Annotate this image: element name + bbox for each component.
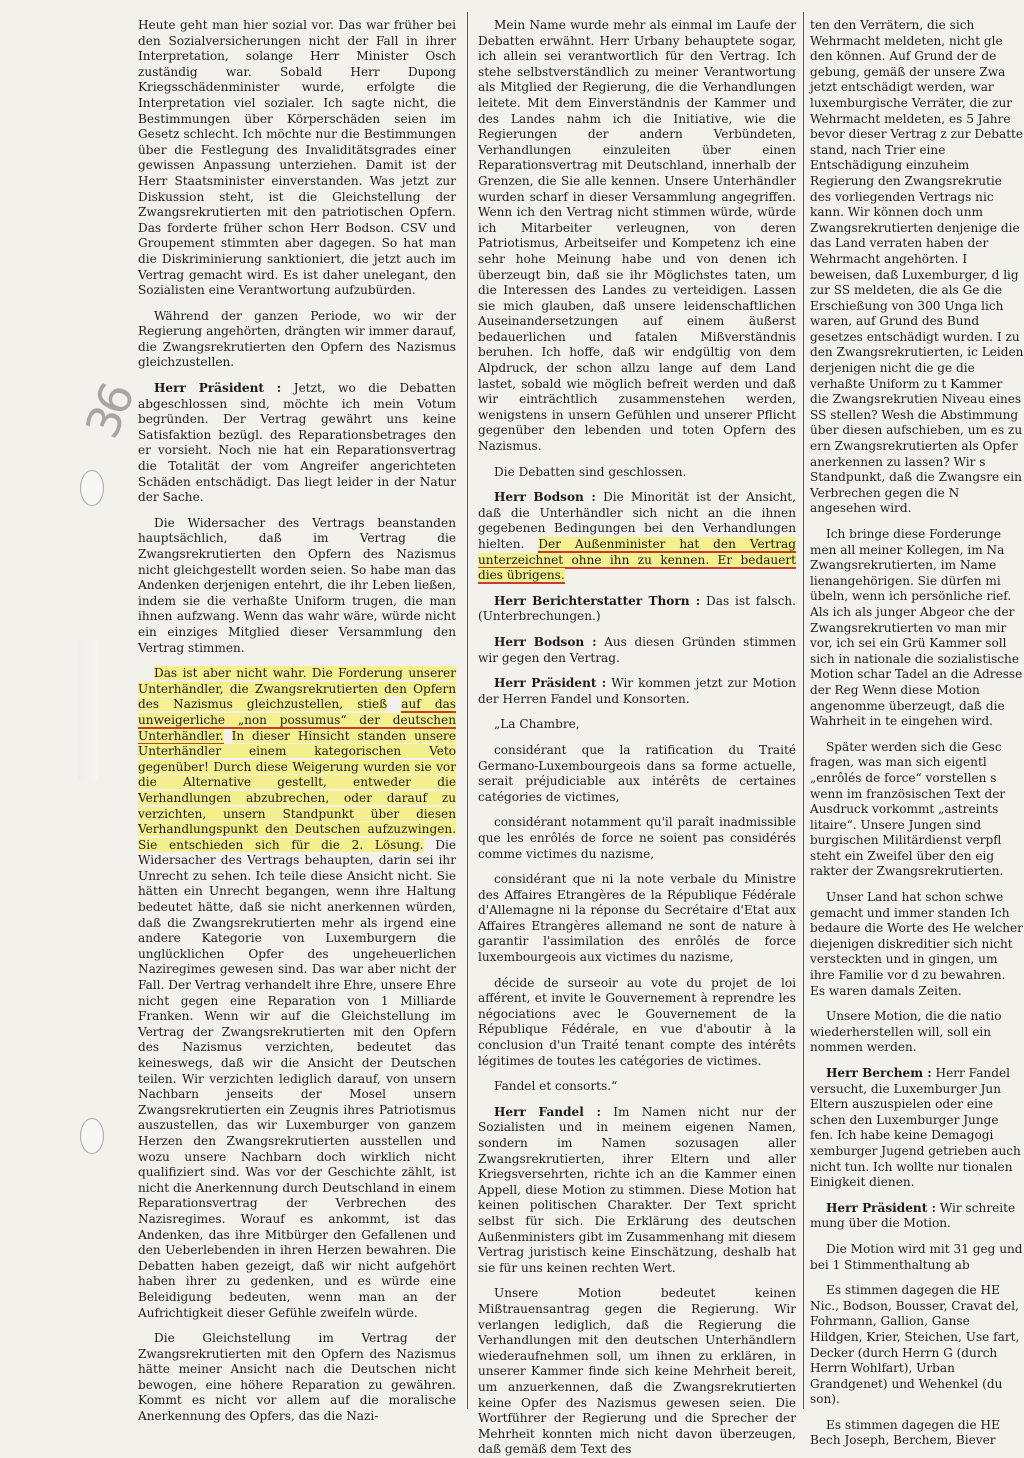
pencil-page-number: 36: [74, 378, 144, 446]
column-rule: [803, 12, 804, 1409]
speech-paragraph: [478, 1105, 796, 1277]
paragraph: Es stimmen dagegen die HE Bech Joseph, Berchem, Biever: [810, 1417, 1000, 1448]
speaker-name: Herr Bodson :: [494, 490, 596, 505]
speaker-name: Herr Präsident :: [494, 676, 607, 691]
paragraph: Die Widersacher des Vertrags beanstanden hauptsächlich, daß im Vertrag die Zwangsrekrutierten den Opfern des Nazismus nicht gleichgestellt worden seien. So habe man das Andenken derjenigen entehrt, die ihr Leben ließen, indem sie die verhaßte Uniform trugen, die man ihnen aufzwang. Wenn das wahr wäre, würde nicht ein einziges Mitglied dieser Versammlung den Vertrag stimmen.: [138, 515, 456, 655]
speech-paragraph: [138, 381, 456, 506]
motion-paragraph: considérant que la ratification du Traité Germano-Luxembourgeois dans sa forme actuelle, serait préjudiciable aux intérêts de certaines catégories de victimes,: [478, 742, 796, 804]
speech-text: Wir kommen jetzt zur Motion der Herren Fandel und Konsorten.: [478, 676, 796, 706]
motion-signature: Fandel et consorts.“: [494, 1079, 618, 1094]
speech-paragraph: [478, 676, 796, 707]
speech-paragraph: [478, 594, 796, 625]
paragraph: Ich bringe diese Forderunge men all meiner Kollegen, im Na Zwangsrekrutierten, im Name lienangehörigen. Sie dürfen mi übeln, wenn ich persönliche rief. Als ich als junger Abgeor che der Zwangsrekrutierten vo man mir vor, ich sei ein Grü Kammer soll sich in nationale die sozialistische Motion schar Tadel an die Adresse der Reg Wenn diese Motion angenomme überzeugt, daß die Wahrheit in te eingehen wird.: [810, 527, 1023, 729]
column-rule: [467, 12, 468, 1409]
paragraph: Die Gleichstellung im Vertrag der Zwangsrekrutierten mit den Opfern des Nazismus hätte meiner Ansicht nach die Deutschen nicht bewogen, eine höhere Reparation zu gewähren. Kommt es nicht vor allem auf die moralische Anerkennung des Opfers, das die Nazi-: [138, 1331, 456, 1424]
highlighted-paragraph: [138, 666, 456, 1321]
speech-paragraph: [810, 1066, 1024, 1191]
punch-hole: [80, 470, 104, 506]
speech-text: Jetzt, wo die Debatten abgeschlossen sind, möchte ich mein Votum begründen. Der Vertrag gewährt uns keine Satisfaktion bezügl. des Reparationsbetrages den er vorsieht. Noch nie hat ein Reparationsvertrag die Totalität der vom Angreifer angerichteten Schäden entschädigt. Das liegt leider in der Natur der Sache.: [138, 381, 456, 505]
speech-text: Aus diesen Gründen stimmen wir gegen den Vertrag.: [478, 634, 796, 665]
speaker-name: Herr Berchem :: [826, 1066, 932, 1080]
speaker-name: Herr Fandel :: [494, 1104, 601, 1119]
motion-paragraph: considérant notamment qu'il paraît inadmissible que les enrôlés de force ne soient pas considérés comme victimes du nazisme,: [478, 815, 796, 861]
motion-paragraph: décide de surseoir au vote du projet de loi afférent, et invite le Gouvernement à reprendre les négociations avec le Gouvernement de la République Fédérale, en vue d'aboutir à la conclusion d'un Traité tenant compte des intérêts légitimes de toutes les catégories de victimes.: [478, 975, 796, 1068]
paragraph: Heute geht man hier sozial vor. Das war früher bei den Sozialversicherungen nicht der Fall in ihrer Interpretation, solange Herr Minister Osch zuständig war. Sobald Herr Dupong Kriegsschädenminister wurde, erfolgte die Interpretation viel sozialer. Ich sagte nicht, die Bestimmungen über Körperschäden seien im Gesetz schlecht. Ich möchte nur die Bestimmungen über die Festlegung des Invaliditätsgrades einer gewissen Anpassung unterziehen. Damit ist der Herr Staatsminister einverstanden. Was jetzt zur Diskussion steht, ist die Gleichstellung der Zwangsrekrutierten mit den patriotischen Opfern. Das forderte früher schon Herr Bodson. CSV und Groupement stimmten aber dagegen. So hat man die Diskriminierung sanktioniert, die jetzt auch im Vertrag gemacht wird. Es ist daher unelegant, den Sozialisten eine Verantwortung aufzubürden.: [138, 18, 456, 298]
underlined-text: Der Außenminister hat den Vertrag unterzeichnet ohne ihn zu kennen. Er bedauert dies übrigens.: [478, 537, 796, 583]
paragraph: Während der ganzen Periode, wo wir der Regierung angehörten, drängten wir immer darauf, die Zwangsrekrutierten den Opfern des Nazismus gleichzustellen.: [138, 308, 456, 370]
speech-text: Herr Fandel versucht, die Luxemburger Jun Eltern auszuspielen oder eine schen den Luxemburger Junge fen. Ich habe keine Demagogi xemburger Jugend getrieben auch nicht tun. Ich wollte nur tionalen Einigkeit dienen.: [810, 1066, 1021, 1190]
motion-paragraph: „La Chambre,: [494, 717, 580, 732]
underlined-text: auf das unweigerliche „non possumus“ der deutschen Unterhändler.: [138, 697, 456, 743]
paragraph: Unser Land hat schon schwe gemacht und immer standen Ich bedaure die Worte des He welcher diejenigen diskreditier sich nicht versteckten und in gingen, um ihre Familie vor d zu bewahren. Es waren damals Zeiten.: [810, 890, 1023, 998]
column-right: [810, 18, 1024, 1448]
punch-hole: [80, 1118, 104, 1154]
speech-paragraph: [478, 635, 796, 666]
margin-smudge: [78, 640, 98, 780]
paragraph: Unsere Motion bedeutet keinen Mißtrauensantrag gegen die Regierung. Wir verlangen lediglich, daß die Regierung die Verhandlungen mit den deutschen Unterhändlern wiederaufnehmen soll, um ihnen zu erklären, in unserer Kammer finde sich keine Mehrheit bereit, um anzuerkennen, daß die Zwangsrekrutierten keine Opfer des Nazismus gewesen seien. Die Wortführer der Regierung und die Sprecher der Mehrheit konnten mich nicht davon überzeugen, daß gemäß dem Text des: [478, 1286, 796, 1457]
speech-paragraph: [478, 490, 796, 584]
speech-text: Im Namen nicht nur der Sozialisten und in meinem eigenen Namen, sondern im Namen sozusagen aller Zwangsrekrutierten, ihrer Eltern und aller Kriegsversehrten, richte ich an die Kammer einen Appell, diese Motion zu stimmen. Diese Motion hat keinen politischen Charakter. Der Text spricht selbst für sich. Die Erklärung des deutschen Außenministers gibt im Zusammenhang mit diesem Vertrag juristisch keine Einschätzung, deshalb hat sie für uns keinen rechten Wert.: [478, 1104, 796, 1275]
column-middle: [478, 18, 796, 1457]
motion-paragraph: considérant que ni la note verbale du Ministre des Affaires Etrangères de la République Fédérale d'Allemagne ni la réponse du Secrétaire d'Etat aux Affaires Etrangères allemand ne sont de nature à garantir l'assimilation des enrôlés de force luxembourgeois aux victimes du nazisme,: [478, 872, 796, 965]
speech-text: Das ist falsch. (Unterbrechungen.): [478, 593, 796, 624]
paragraph: Die Debatten sind geschlossen.: [494, 464, 687, 479]
paragraph: Unsere Motion, die die natio wiederherstellen will, soll ein nommen werden.: [810, 1009, 1002, 1055]
speech-paragraph: [810, 1201, 1024, 1232]
speaker-name: Herr Bodson :: [494, 634, 597, 649]
speech-text: Die Minorität ist der Ansicht, daß die Unterhändler sich nicht an die ihnen gegebenen Bedingungen bei den Verhandlungen hielten.: [478, 490, 796, 551]
paragraph: Später werden sich die Gesc fragen, was man sich eigentl „enrôlés de force“ vorstellen s wenn im französischen Text der Ausdruck vorkommt „astreints litaire“. Unsere Jungen sind burgischen Militärdienst verpfl steht ein Zweifel über den eig rakter der Zwangsrekrutierten.: [810, 739, 1006, 879]
speech-text: Wir schreite mung über die Motion.: [810, 1200, 1016, 1231]
paragraph: Mein Name wurde mehr als einmal im Laufe der Debatten erwähnt. Herr Urbany behauptete sogar, ich allein sei verantwortlich für den Vertrag. Ich stehe selbstverständlich zu meiner Verantwortung als Mitglied der Regierung, die die Verhandlungen leitete. Mit dem Einverständnis der Kammer und des Landes nahm ich die Initiative, wie die Regierungen der andern Verbündeten, Verhandlungen einzuleiten über einen Reparationsvertrag mit Deutschland, innerhalb der Grenzen, die Sie alle kennen. Unsere Unterhändler wurden scharf in dieser Versammlung angegriffen. Wenn ich den Vertrag nicht stimmen würde, würde ich Mitarbeiter verleugnen, von deren Patriotismus, Arbeitseifer und Kompetenz ich eine sehr hohe Meinung habe und von denen ich überzeugt bin, daß sie ihr Möglichstes taten, um die Interessen des Landes zu verteidigen. Lassen sie mich glauben, daß unsere leidenschaftlichen Auseinandersetzungen auf einem äußerst bedauerlichen und fatalen Mißverständnis beruhen. Ich hoffe, daß wir endgültig von dem Alpdruck, der schon allzu lange auf dem Land lastet, sobald wie möglich befreit werden und daß wir einträchtlich zusammenstehen werden, wenigstens in unsern Gefühlen und unserer Pflicht gegenüber den lebenden und toten Opfern des Nazismus.: [478, 18, 796, 454]
highlighted-text: In dieser Hinsicht standen unsere Unterhändler einem kategorischen Veto gegenüber! Durch diese Weigerung wurden sie vor die Alternative gestellt, entweder die Verhandlungen abzubrechen, oder darauf zu verzichten, unsern Standpunkt über diesen Verhandlungspunkt den Deutschen aufzuzwingen. Sie entschieden sich für die 2. Lösung.: [138, 728, 456, 852]
highlighted-text: Das ist aber nicht wahr. Die Forderung unserer Unterhändler, die Zwangsrekrutierten den Opfern des Nazismus gleichzustellen, stieß: [138, 666, 456, 712]
paragraph: ten den Verrätern, die sich Wehrmacht meldeten, nicht gle den können. Auf Grund der de gebung, gemäß der unsere Zwa jetzt entschädigt werden, war luxemburgische Verräter, die zur Wehrmacht meldeten, es 5 Jahre bevor dieser Vertrag z zur Debatte stand, nach Trier eine Entschädigung einzuheim Regierung den Zwangsrekrutie des vorliegenden Vertrags nic kann. Wir können doch unm Zwangsrekrutierten denjenige die das Land verraten haben der Wehrmacht angehörten. I beweisen, daß Luxemburger, d lig zur SS meldeten, die als Ge die Erschießung von 300 Unga lich waren, auf Grund des Bund gesetzes entschädigt wurden. I zu den Zwangsrekrutierten, ic Leiden derjenigen nicht die ge die verhaßte Uniform zu t Kammer die Zwangsrekrutien Niveau eines SS stellen? Wesh die Abstimmung über diesen aufschieben, um es zu ern Zwangsrekrutierten als Opfer anerkennen zu lassen? Wir s Standpunkt, daß die Zwangsre ein Verbrechen gegen die N angesehen wird.: [810, 18, 1024, 516]
speaker-name: Herr Präsident :: [826, 1200, 936, 1215]
paragraph: Es stimmen dagegen die HE Nic., Bodson, Bousser, Cravat del, Fohrmann, Gallion, Ganse Hildgen, Krier, Steichen, Use fart, Decker (durch Herrn G (durch Herrn Wohlfart), Urban Grandgenet) und Wehenkel (du son).: [810, 1283, 1020, 1407]
speaker-name: Herr Präsident :: [154, 381, 282, 396]
speaker-name: Herr Berichterstatter Thorn :: [494, 593, 701, 608]
column-left: [138, 18, 456, 1424]
paragraph: Die Motion wird mit 31 geg und bei 1 Stimmenthaltung ab: [810, 1241, 1023, 1272]
paragraph-text: Die Widersacher des Vertrags behaupten, darin sei ihr Unrecht zu sehen. Ich teile diese Ansicht nicht. Sie hätten ein Unrecht begangen, wenn ihre Haltung bedeutet hätte, daß sie nicht anerkennen würden, daß die Zwangsrekrutierten mehr als irgend eine andere Kategorie von Luxemburgern die unglücklichen Opfer des ungeheuerlichen Naziregimes gewesen sind. Das war aber nicht der Fall. Der Vertrag verhandelt ihre Ehre, unsere Ehre nicht gegen eine Reparation von 1 Milliarde Franken. Wenn wir auf die Gleichstellung im Vertrag der Zwangsrekrutierten mit den Opfern des Nazismus verzichten, bedeutet das keineswegs, daß wir die Ansicht der Deutschen teilen. Wir verzichten lediglich darauf, von unsern Nachbarn jenseits der Mosel unsern Zwangsrekrutierten ein Zeugnis ihres Patriotismus auszustellen, das wir Luxemburger von ganzem Herzen den Zwangsrekrutierten ausstellen und wozu unsere Nachbarn doch wirklich nicht qualifiziert sind. Was vor der Geschichte zählt, ist nicht die Anerkennung durch Deutschland in einem Reparationsvertrag der Verbrechen des Nazisregimes. Worauf es ankommt, ist das Andenken, das ihre Mitbürger den Gefallenen und den Ueberlebenden in ihren Herzen bewahren. Die Debatten haben gezeigt, daß wir nicht aufgehört haben ihrer zu gedenken, und es würde eine Beleidigung bedeuten, wenn man an der Aufrichtigkeit dieser Gefühle zweifeln würde.: [138, 837, 456, 1320]
